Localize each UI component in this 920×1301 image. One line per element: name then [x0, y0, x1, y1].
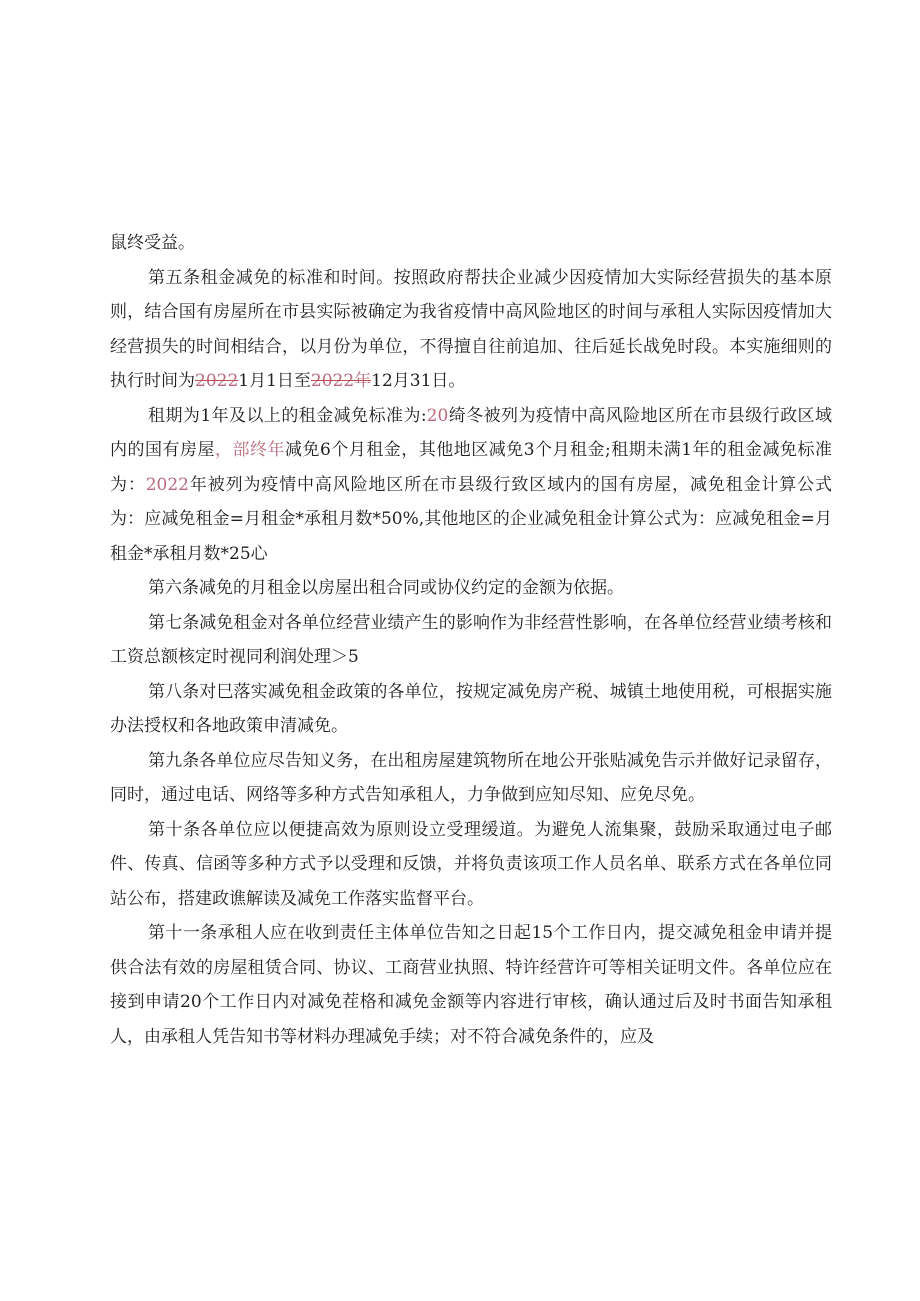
paragraph-continuation: 鼠终受益。 — [110, 233, 195, 253]
revised-year-start: 2022 — [195, 371, 239, 391]
paragraph-article-6: 第六条减免的月租金以房屋出租合同或协仪约定的金额为依据。 — [148, 578, 624, 598]
article-5-text: 第五条租金减免的标准和时间。按照政府帮扶企业减少因疫情加大实际经营损失的基本原则，结合国有房屋所在市县实际被确定为我省疫情中高风险地区的时间与承租人实际因疫情加大经营损失的时间相结合，以月份为单位，不得擅自往前追加、往后延长战免时段。本实施细则的执行时间为 — [110, 267, 832, 391]
paragraph-article-9: 第九条各单位应尽告知义务，在出租房屋建筑物所在地公开张贴减免告示并做好记录留存，同时，通过电话、网络等多种方式告知承租人，力争做到应知尽知、应免尽免。 — [110, 750, 832, 805]
document-body — [110, 226, 832, 1054]
standard-text-a: 租期为1年及以上的租金减免标准为: — [148, 405, 427, 426]
paragraph-reduction-standard — [110, 399, 832, 572]
article-5-date-end: 12月31日。 — [371, 371, 466, 391]
revised-mark-1: 20 — [426, 405, 449, 426]
paragraph-article-5 — [110, 261, 832, 399]
paragraph-article-10: 第十条各单位应以便捷高效为原则设立受理缓道。为避免人流集聚，鼓励采取通过电子邮件、传真、信函等多种方式予以受理和反馈，并将负责该项工作人员名单、联系方式在各单位同站公布，搭建政谯解读及减免工作落实监督平台。 — [110, 819, 832, 909]
standard-text-d: 年被列为疫情中高风险地区所在市县级行致区域内的国有房屋，减免租金计算公式为：应减免租金=月租金*承租月数*50%,其他地区的企业减免租金计算公式为：应减免租金=月租金*承租月数*25心 — [110, 474, 833, 564]
standard-text-b: 绮冬被列为疫情中高风险地区所在市县级行政区域内的国有房屋 — [110, 405, 832, 460]
revised-mark-2: ，部终年 — [214, 440, 285, 460]
standard-text-c: 减免6个月租金，其他地区减免3个月租金;租期未满1年的租金减免标准为： — [110, 440, 832, 495]
paragraph-article-11: 第十一条承租人应在收到责任主体单位告知之日起15个工作日内，提交减免租金申请并提供合法有效的房屋租赁合同、协议、工商营业执照、特许经营许可等相关证明文件。各单位应在接到申请20个工作日内对减免茬格和减免金额等内容进行审核，确认通过后及时书面告知承租人，由承租人凭告知书等材料办理减免手续；对不符合减免条件的，应及 — [110, 923, 832, 1047]
article-5-date-mid: 1月1日至 — [238, 371, 311, 391]
revised-year-end: 2022年 — [310, 371, 372, 391]
paragraph-article-7: 第七条减免租金对各单位经营业绩产生的影响作为非经营性影响，在各单位经营业绩考核和工资总额核定时视同利润处理＞5 — [110, 612, 832, 667]
revised-mark-3: 2022 — [145, 474, 189, 495]
paragraph-article-8: 第八条对巳落实减免租金政策的各单位，按规定减免房产税、城镇土地使用税，可根据实施办法授权和各地政策申清减免。 — [110, 681, 832, 736]
